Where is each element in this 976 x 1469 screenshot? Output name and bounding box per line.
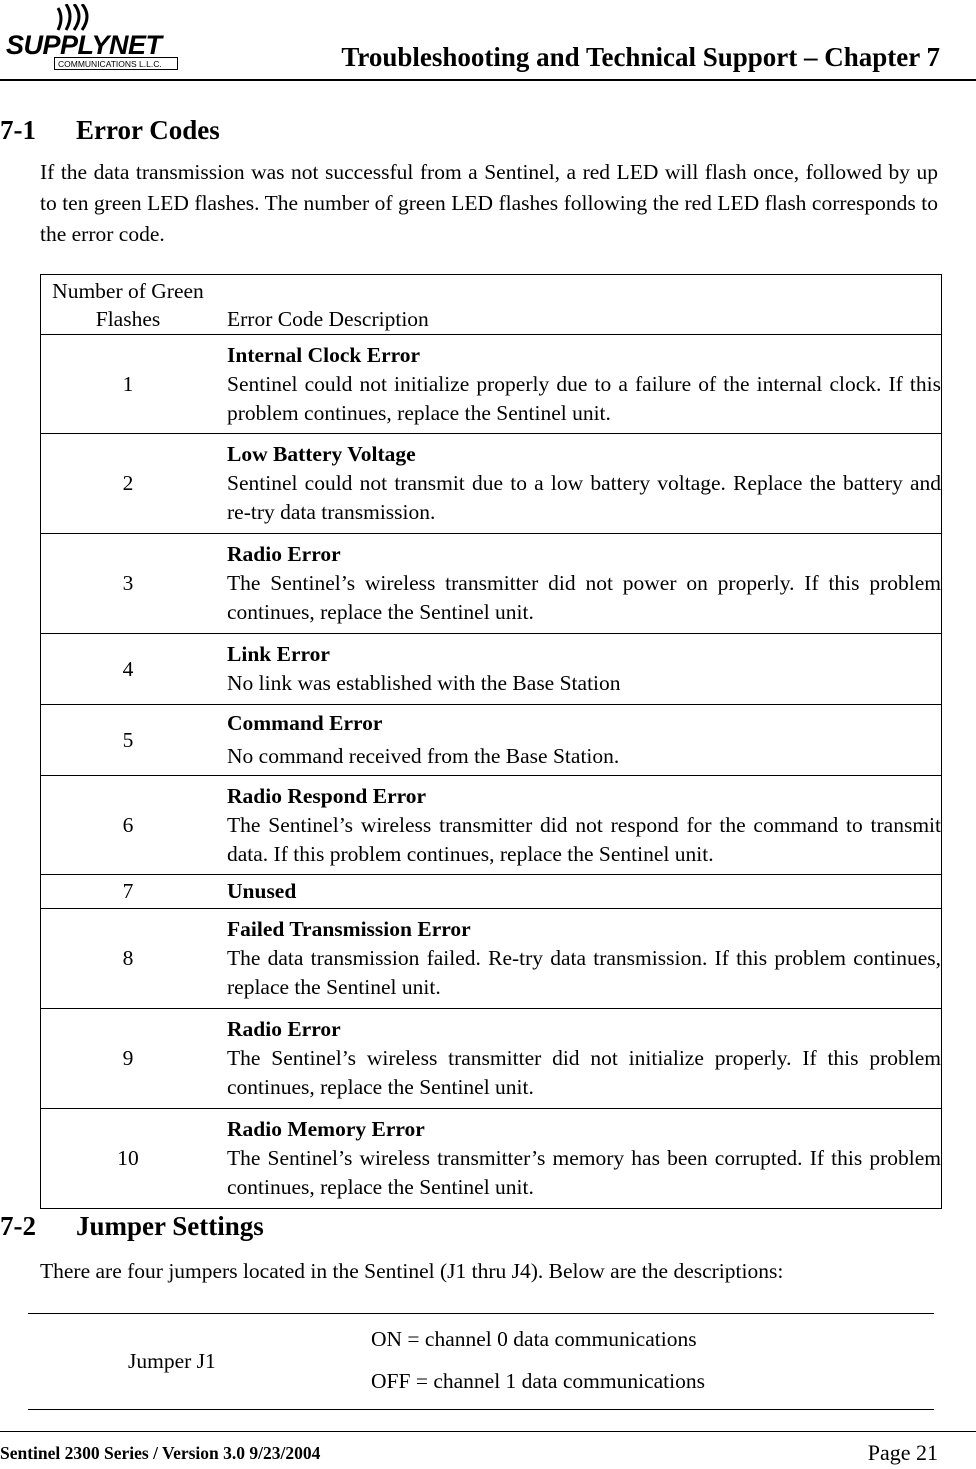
error-number: 5 <box>41 705 216 776</box>
table-header-row <box>41 275 942 335</box>
error-cell <box>215 1109 942 1209</box>
page-number: Page 21 <box>867 1440 938 1465</box>
footer-rule <box>0 1431 976 1432</box>
table-row <box>41 909 942 1009</box>
jumper-off-setting: OFF = channel 1 data communications <box>371 1369 705 1393</box>
jumper-label: Jumper J1 <box>128 1349 216 1373</box>
logo-subtitle: COMMUNICATIONS L.L.C. <box>58 59 162 69</box>
error-cell <box>215 875 942 909</box>
table-row <box>41 875 942 909</box>
table-row <box>41 434 942 534</box>
error-title: Internal Clock Error <box>227 342 421 367</box>
jumper-table-top-rule <box>28 1313 934 1314</box>
section-heading-jumper-settings <box>0 1211 400 1245</box>
error-number: 7 <box>41 875 216 909</box>
header-green-flashes: Number of Green Flashes <box>41 275 216 335</box>
table-row <box>41 705 942 776</box>
error-description: No command received from the Base Station. <box>227 744 620 768</box>
error-number: 9 <box>41 1009 216 1109</box>
error-number: 2 <box>41 434 216 534</box>
company-logo <box>6 4 184 70</box>
section-number: 7-2 <box>0 1211 36 1241</box>
section-title: Error Codes <box>76 115 220 145</box>
footer-document-info: Sentinel 2300 Series / Version 3.0 9/23/2004 <box>0 1443 321 1463</box>
error-description: The Sentinel’s wireless transmitter did not power on properly. If this problem continues, replace the Sentinel unit. <box>227 571 941 624</box>
error-number: 1 <box>41 335 216 434</box>
table-row <box>41 1109 942 1209</box>
jumper-on-setting: ON = channel 0 data communications <box>371 1327 697 1351</box>
error-cell <box>215 534 942 634</box>
error-number: 6 <box>41 776 216 875</box>
section-number: 7-1 <box>0 115 36 145</box>
error-description: The Sentinel’s wireless transmitter’s memory has been corrupted. If this problem continues, replace the Sentinel unit. <box>227 1146 941 1199</box>
jumper-intro: There are four jumpers located in the Sentinel (J1 thru J4). Below are the descriptions: <box>40 1259 784 1283</box>
section-heading-error-codes <box>0 115 400 149</box>
error-cell <box>215 434 942 534</box>
error-cell <box>215 634 942 705</box>
error-title: Radio Respond Error <box>227 783 427 808</box>
header-rule <box>0 79 976 81</box>
table-row <box>41 335 942 434</box>
table-row <box>41 634 942 705</box>
error-cell <box>215 705 942 776</box>
error-title: Command Error <box>227 711 383 735</box>
error-description: No link was established with the Base Station <box>227 671 621 695</box>
error-title: Radio Error <box>227 542 341 566</box>
error-cell <box>215 335 942 434</box>
error-title: Radio Error <box>227 1017 341 1041</box>
error-description: The Sentinel’s wireless transmitter did not respond for the command to transmit data. If this problem continues, replace the Sentinel unit. <box>227 812 941 866</box>
error-description: Sentinel could not initialize properly due to a failure of the internal clock. If this problem continues, replace the Sentinel unit. <box>227 371 941 425</box>
chapter-title: Troubleshooting and Technical Support – Chapter 7 <box>341 42 940 72</box>
header-description: Error Code Description <box>215 275 942 335</box>
error-description: The Sentinel’s wireless transmitter did not initialize properly. If this problem continues, replace the Sentinel unit. <box>227 1046 941 1099</box>
error-title: Low Battery Voltage <box>227 442 416 466</box>
table-row <box>41 534 942 634</box>
section-title: Jumper Settings <box>76 1211 264 1241</box>
error-description: Sentinel could not transmit due to a low battery voltage. Replace the battery and re-try data transmission. <box>227 471 941 524</box>
error-code-table <box>40 274 942 1209</box>
error-description: The data transmission failed. Re-try data transmission. If this problem continues, replace the Sentinel unit. <box>227 946 941 999</box>
error-cell <box>215 1009 942 1109</box>
table-row <box>41 776 942 875</box>
error-title: Link Error <box>227 642 330 666</box>
error-title: Failed Transmission Error <box>227 917 471 941</box>
logo-wordmark: SUPPLYNET <box>6 30 162 60</box>
error-cell <box>215 909 942 1009</box>
error-cell <box>215 776 942 875</box>
error-number: 10 <box>41 1109 216 1209</box>
error-title: Unused <box>227 879 297 903</box>
error-title: Radio Memory Error <box>227 1117 425 1141</box>
jumper-table-bottom-rule <box>28 1409 934 1410</box>
error-number: 3 <box>41 534 216 634</box>
table-row <box>41 1009 942 1109</box>
error-number: 4 <box>41 634 216 705</box>
error-codes-intro: If the data transmission was not successful from a Sentinel, a red LED will flash once, followed by up to ten green LED flashes. The number of green LED flashes following the red LED flash corresponds to the error code. <box>40 160 938 246</box>
error-number: 8 <box>41 909 216 1009</box>
